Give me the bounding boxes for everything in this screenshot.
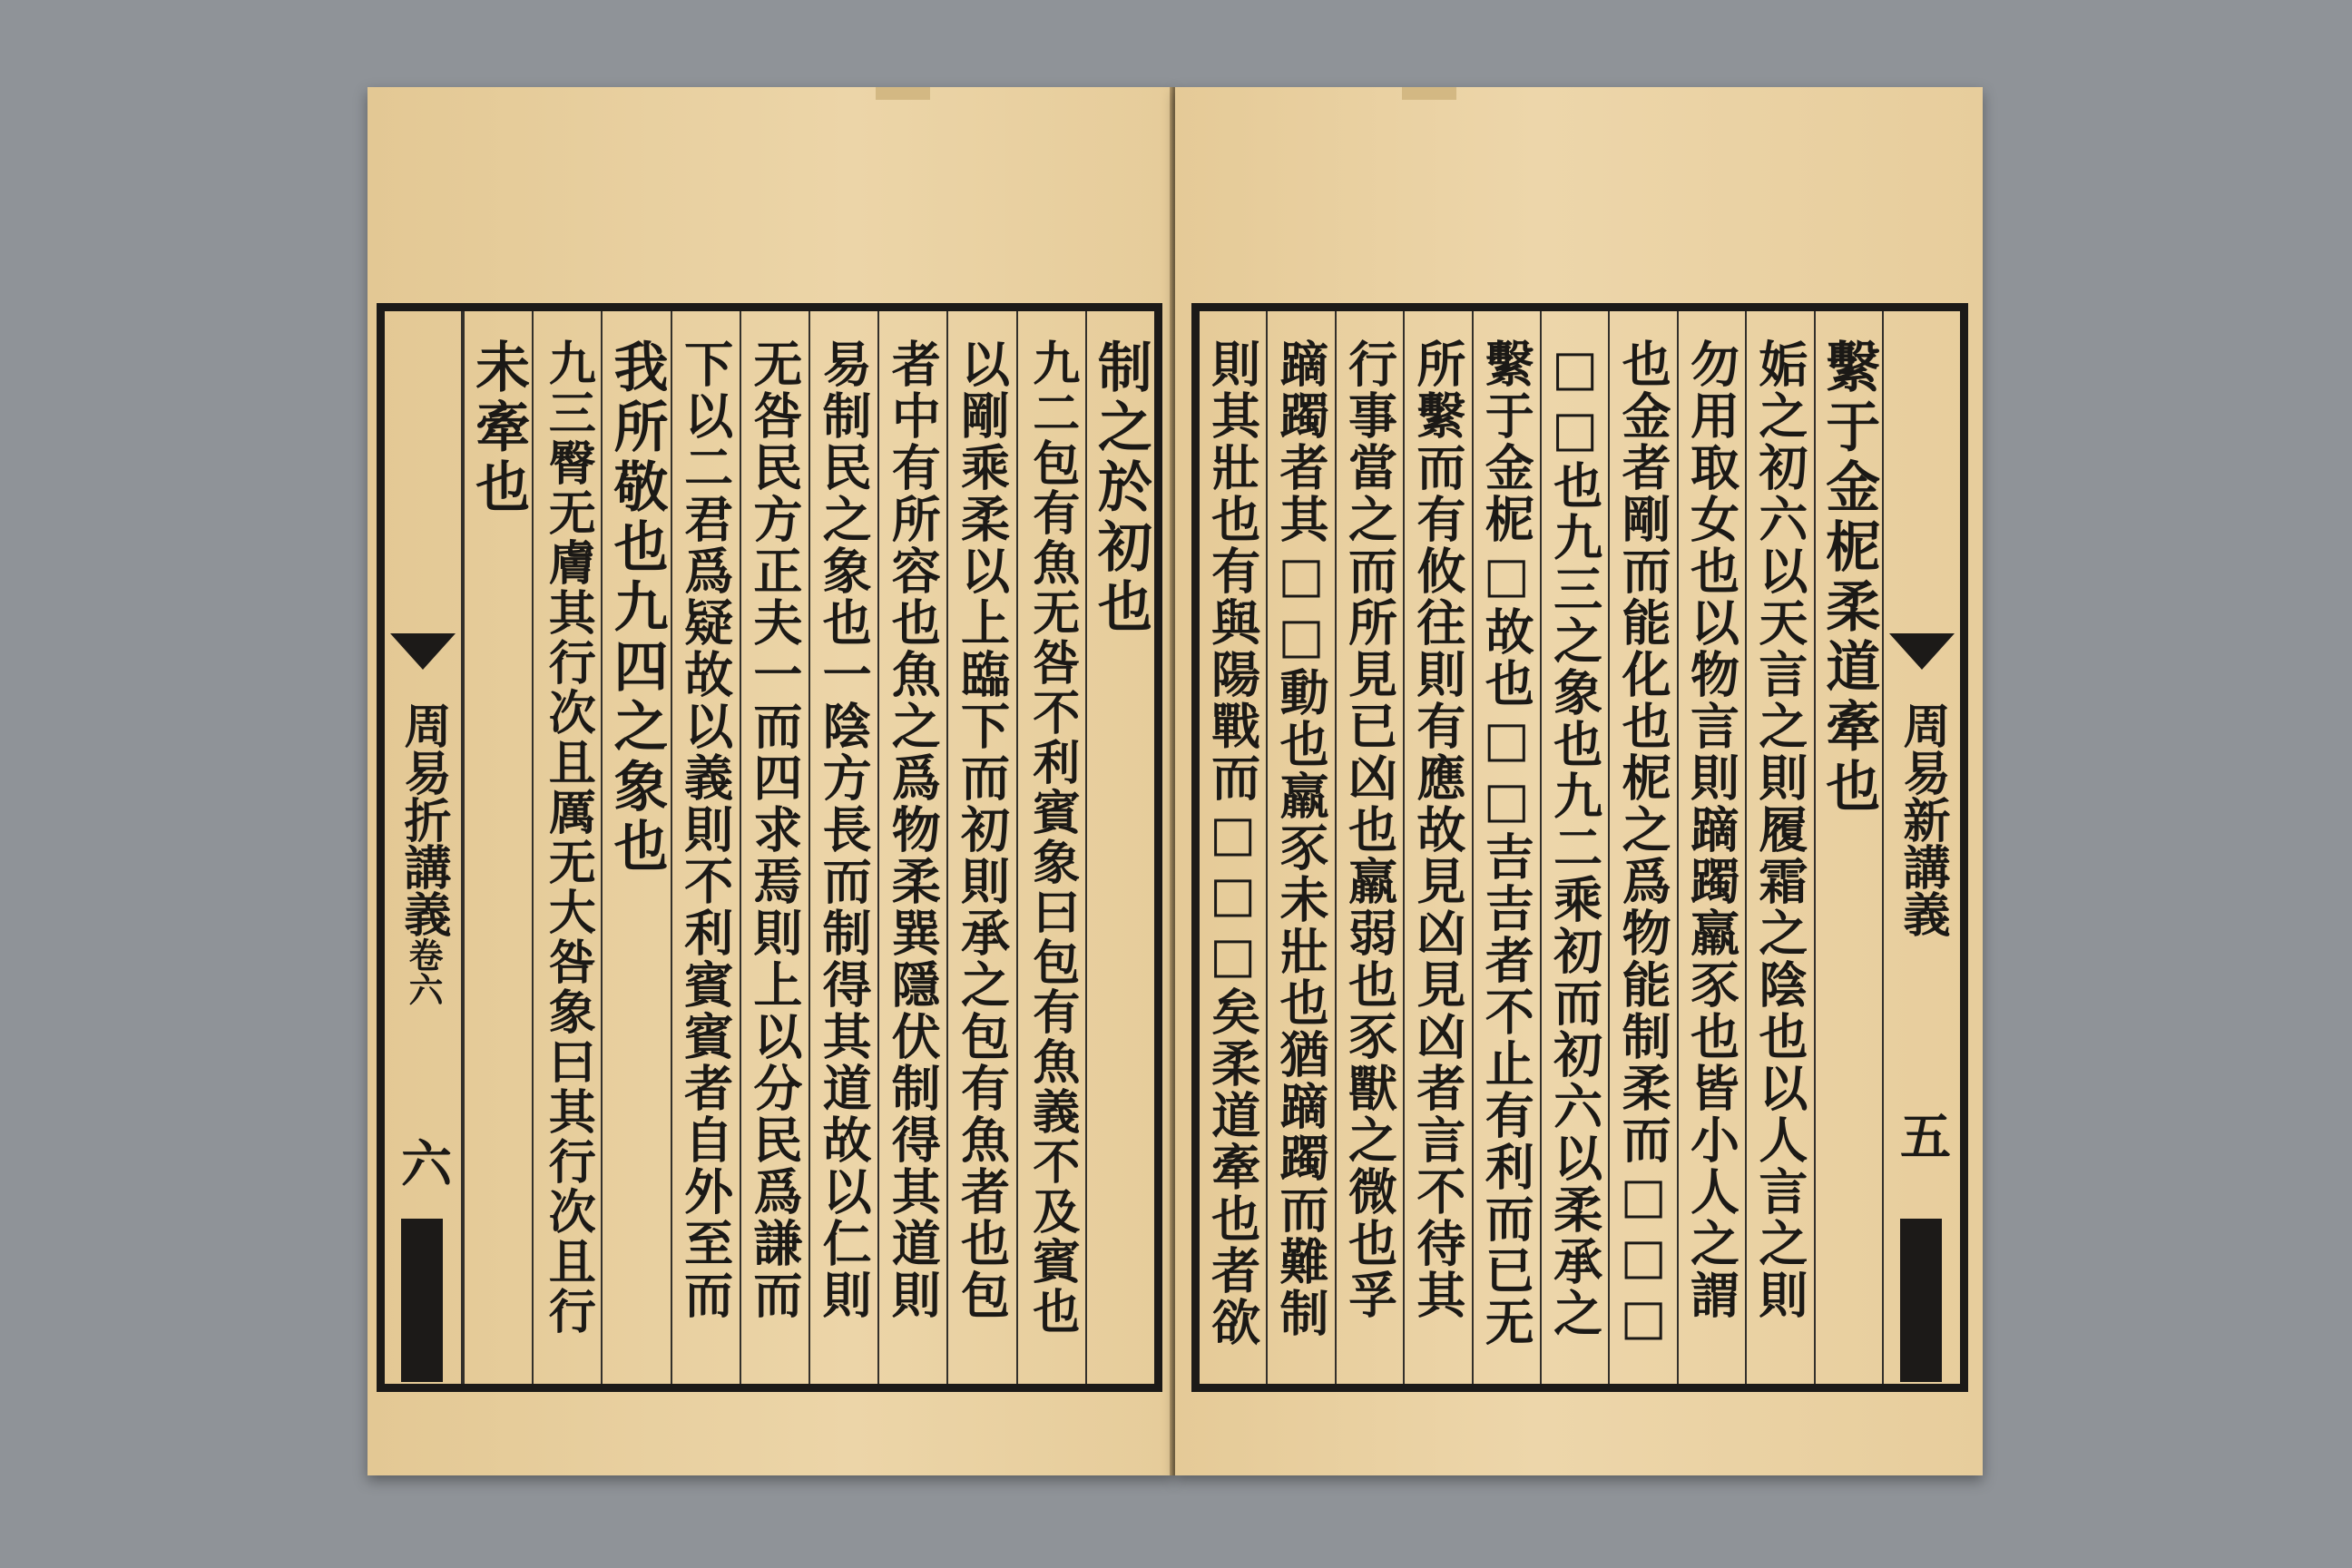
margin-title: 周易新講義: [1895, 701, 1950, 937]
column-text: 以剛乘柔以上臨下而初則承之包有魚者也包: [953, 338, 1012, 1321]
text-column: [532, 311, 601, 1384]
text-column: [1608, 311, 1676, 1384]
column-text: 所繫而有攸往則有應故見凶見凶者言不待其: [1408, 338, 1467, 1321]
text-column: [671, 311, 740, 1384]
text-column: [808, 311, 877, 1384]
left-page: [368, 87, 1173, 1475]
page-tear: [1402, 87, 1456, 100]
column-text: 則其壯也有與陽戰而□□□矣柔道牽也者欲: [1203, 338, 1262, 1348]
text-column: [946, 311, 1015, 1384]
column-text: 也金者剛而能化也柅之爲物能制柔而□□□: [1614, 338, 1673, 1348]
column-text: 下以二君爲疑故以義則不利賓賓者自外至而: [676, 338, 735, 1321]
fish-tail-icon: [390, 633, 456, 670]
text-column: [1335, 311, 1403, 1384]
column-text: 制之於初也: [1088, 338, 1152, 638]
text-column: [877, 311, 946, 1384]
column-text: 勿用取女也以物言則蹢躅羸豕也皆小人之謂: [1682, 338, 1741, 1321]
right-text-frame: [1191, 303, 1968, 1392]
column-text: 者中有所容也魚之爲物柔巽隱伏制得其道則: [884, 338, 943, 1321]
text-column: [1403, 311, 1471, 1384]
text-column: [1745, 311, 1813, 1384]
column-text: 九二包有魚无咎不利賓象曰包有魚義不及賓也: [1024, 338, 1080, 1337]
margin-title: 周易折講義卷六: [395, 701, 451, 1006]
column-text: 姤之初六以天言之則履霜之陰也以人言之則: [1750, 338, 1809, 1321]
fish-tail-bar: [401, 1219, 443, 1382]
text-column: [740, 311, 808, 1384]
column-text: 蹢躅者其□□動也羸豕未壯也猶蹢躅而難制: [1272, 338, 1331, 1339]
column-text: 未牽也: [466, 338, 531, 518]
text-column: [1814, 311, 1882, 1384]
text-column: [1677, 311, 1745, 1384]
text-column: [463, 311, 532, 1384]
column-text: 无咎民方正夫一而四求焉則上以分民爲謙而: [745, 338, 804, 1321]
fish-tail-bar: [1900, 1219, 1942, 1382]
column-text: 九三臀无膚其行次且厲无大咎象曰其行次且行: [540, 338, 596, 1337]
left-text-frame: [377, 303, 1162, 1392]
fish-tail-margin: [1882, 311, 1960, 1384]
text-column: [1200, 311, 1266, 1384]
leaf-number: 六: [392, 1137, 453, 1188]
fish-tail-margin: [385, 311, 463, 1384]
text-column: [1016, 311, 1085, 1384]
column-text: □□也九三之象也九二乘初而初六以柔承之: [1545, 338, 1604, 1339]
book-spread: [368, 87, 1983, 1475]
page-tear: [876, 87, 930, 100]
text-column: [1266, 311, 1334, 1384]
column-text: 易制民之象也一陰方長而制得其道故以仁則: [815, 338, 874, 1321]
text-column: [1085, 311, 1154, 1384]
column-text: 繫于金柅柔道牽也: [1817, 338, 1881, 818]
text-column: [601, 311, 670, 1384]
text-column: [1472, 311, 1540, 1384]
fish-tail-icon: [1889, 633, 1955, 670]
column-text: 繫于金柅□故也□□吉吉者不止有利而已无: [1477, 338, 1536, 1348]
right-page: [1175, 87, 1983, 1475]
column-text: 我所敬也九四之象也: [604, 338, 669, 877]
column-text: 行事當之而所見已凶也羸弱也豕獸之微也孚: [1340, 338, 1399, 1321]
text-column: [1540, 311, 1608, 1384]
leaf-number: 五: [1892, 1110, 1952, 1161]
